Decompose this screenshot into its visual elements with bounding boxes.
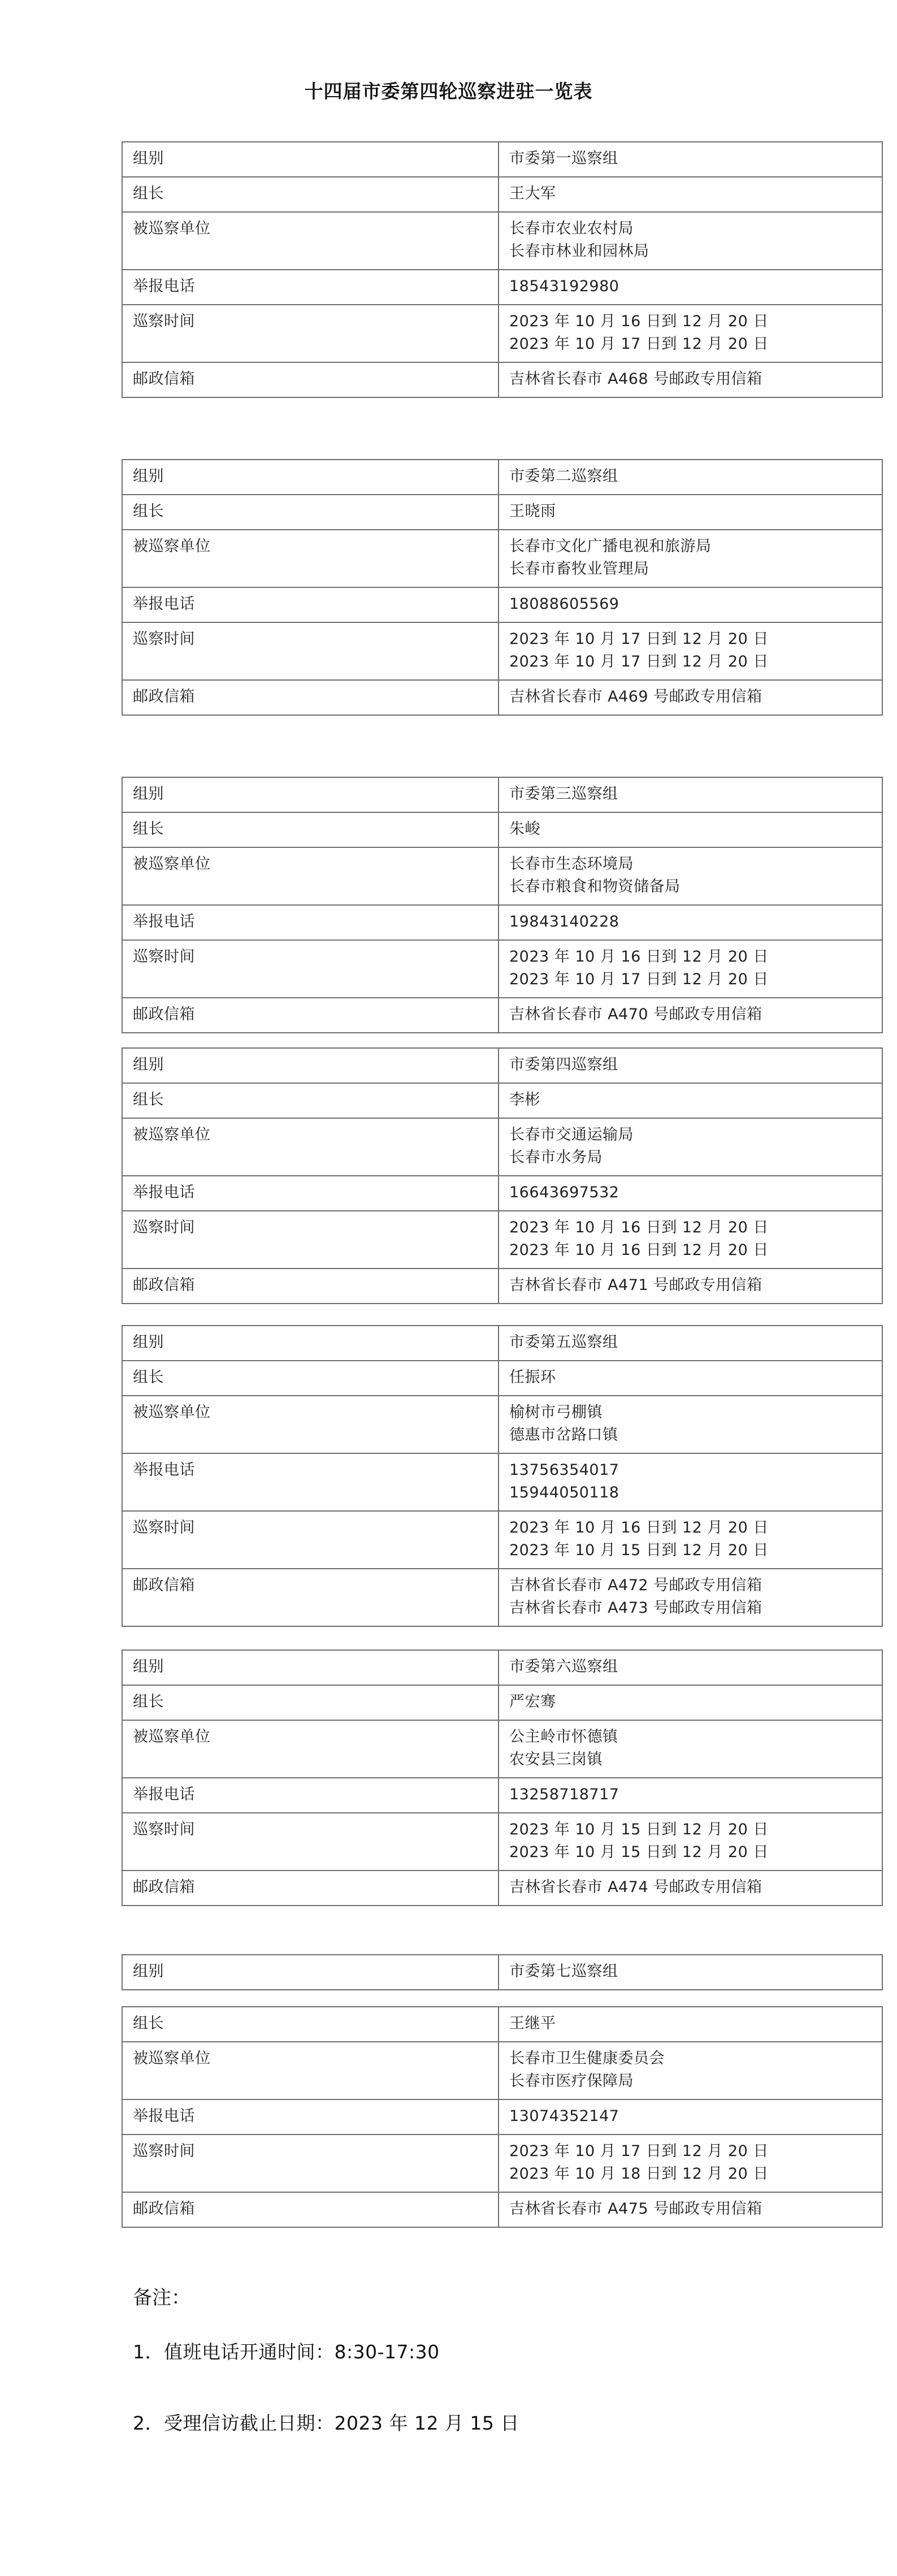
mailbox-value <box>499 362 882 397</box>
phone-label: 举报电话 <box>122 270 499 305</box>
inspection-group-table <box>122 1047 883 1304</box>
period-label: 巡察时间 <box>122 1211 499 1268</box>
table-row <box>122 1871 882 1906</box>
period-value <box>499 2135 882 2192</box>
unit-line: 长春市农业农村局 <box>509 220 634 237</box>
table-row <box>122 1685 882 1720</box>
table-row <box>122 587 882 622</box>
note-item: 1．值班电话开通时间：8:30-17:30 <box>133 2341 440 2363</box>
leader-value: 李彬 <box>499 1083 882 1118</box>
period-value <box>499 1211 882 1268</box>
mailbox-label: 邮政信箱 <box>122 680 499 715</box>
phone-value <box>499 1176 882 1211</box>
group-value: 市委第六巡察组 <box>499 1650 882 1685</box>
table-row <box>122 1396 882 1453</box>
mailbox-value <box>499 680 882 715</box>
period-value <box>499 622 882 680</box>
phone-value <box>499 1453 882 1511</box>
table-row <box>122 1048 882 1083</box>
page-title: 十四届市委第四轮巡察进驻一览表 <box>304 80 593 102</box>
unit-line: 长春市文化广播电视和旅游局 <box>509 538 712 555</box>
period-line: 2023 年 10 月 18 日到 12 月 20 日 <box>509 2165 769 2183</box>
table-row <box>122 1326 882 1361</box>
phone-line: 13074352147 <box>509 2107 619 2125</box>
phone-value <box>499 1778 882 1813</box>
mailbox-line: 吉林省长春市 A474 号邮政专用信箱 <box>509 1878 762 1896</box>
phone-value <box>499 905 882 940</box>
unit-line: 长春市卫生健康委员会 <box>509 2050 665 2067</box>
table-row <box>122 495 882 530</box>
table-row <box>122 1361 882 1396</box>
phone-label: 举报电话 <box>122 1453 499 1511</box>
table-row <box>122 2007 882 2042</box>
phone-label: 举报电话 <box>122 1176 499 1211</box>
group-value: 市委第三巡察组 <box>499 777 882 812</box>
mailbox-value <box>499 1268 882 1304</box>
table-row <box>122 1118 882 1176</box>
mailbox-value <box>499 1569 882 1626</box>
mailbox-label: 邮政信箱 <box>122 1569 499 1626</box>
unit-line: 德惠市岔路口镇 <box>509 1426 618 1444</box>
leader-label: 组长 <box>122 495 499 530</box>
units-label: 被巡察单位 <box>122 847 499 905</box>
units-label: 被巡察单位 <box>122 1396 499 1453</box>
unit-line: 公主岭市怀德镇 <box>509 1728 618 1746</box>
period-label: 巡察时间 <box>122 1813 499 1871</box>
table-row <box>122 362 882 397</box>
table-row <box>122 905 882 940</box>
group-value: 市委第二巡察组 <box>499 460 882 495</box>
units-value <box>499 1720 882 1778</box>
table-row <box>122 305 882 362</box>
table-row <box>122 212 882 270</box>
mailbox-line: 吉林省长春市 A472 号邮政专用信箱 <box>509 1577 762 1594</box>
units-label: 被巡察单位 <box>122 1118 499 1176</box>
unit-line: 长春市粮食和物资储备局 <box>509 878 681 895</box>
table-row <box>122 2135 882 2192</box>
table-row <box>122 1211 882 1268</box>
leader-label: 组长 <box>122 1685 499 1720</box>
leader-value: 任振环 <box>499 1361 882 1396</box>
table-row <box>122 1511 882 1569</box>
phone-line: 13756354017 <box>509 1461 619 1479</box>
period-label: 巡察时间 <box>122 1511 499 1569</box>
group-value: 市委第七巡察组 <box>499 1955 882 1990</box>
period-value <box>499 1813 882 1871</box>
unit-line: 长春市畜牧业管理局 <box>509 560 649 578</box>
mailbox-label: 邮政信箱 <box>122 362 499 397</box>
unit-line: 长春市交通运输局 <box>509 1126 634 1144</box>
units-value <box>499 847 882 905</box>
period-label: 巡察时间 <box>122 940 499 998</box>
mailbox-label: 邮政信箱 <box>122 1871 499 1906</box>
units-value <box>499 530 882 587</box>
group-label: 组别 <box>122 777 499 812</box>
period-value <box>499 305 882 362</box>
mailbox-line: 吉林省长春市 A475 号邮政专用信箱 <box>509 2200 762 2218</box>
phone-value <box>499 2099 882 2135</box>
mailbox-value <box>499 1871 882 1906</box>
table-row <box>122 270 882 305</box>
mailbox-label: 邮政信箱 <box>122 2192 499 2227</box>
phone-label: 举报电话 <box>122 1778 499 1813</box>
mailbox-label: 邮政信箱 <box>122 1268 499 1304</box>
table-row <box>122 2192 882 2227</box>
group-label: 组别 <box>122 1650 499 1685</box>
period-line: 2023 年 10 月 16 日到 12 月 20 日 <box>509 1519 769 1536</box>
mailbox-label: 邮政信箱 <box>122 998 499 1033</box>
units-label: 被巡察单位 <box>122 1720 499 1778</box>
unit-line: 农安县三岗镇 <box>509 1751 603 1768</box>
table-row <box>122 1453 882 1511</box>
period-line: 2023 年 10 月 16 日到 12 月 20 日 <box>509 1219 769 1236</box>
phone-line: 16643697532 <box>509 1184 619 1201</box>
units-value <box>499 2042 882 2099</box>
inspection-group-header-table <box>122 1954 883 1990</box>
table-row <box>122 1268 882 1304</box>
table-row <box>122 2099 882 2135</box>
table-row <box>122 998 882 1033</box>
leader-value: 王大军 <box>499 177 882 212</box>
period-line: 2023 年 10 月 17 日到 12 月 20 日 <box>509 335 769 353</box>
table-row <box>122 1813 882 1871</box>
period-line: 2023 年 10 月 17 日到 12 月 20 日 <box>509 653 769 670</box>
table-row <box>122 177 882 212</box>
table-row <box>122 1778 882 1813</box>
table-row <box>122 1650 882 1685</box>
group-label: 组别 <box>122 1048 499 1083</box>
group-label: 组别 <box>122 460 499 495</box>
group-value: 市委第四巡察组 <box>499 1048 882 1083</box>
period-line: 2023 年 10 月 16 日到 12 月 20 日 <box>509 313 769 330</box>
period-line: 2023 年 10 月 15 日到 12 月 20 日 <box>509 1821 769 1838</box>
table-row <box>122 2042 882 2099</box>
period-label: 巡察时间 <box>122 622 499 680</box>
table-row <box>122 940 882 998</box>
phone-label: 举报电话 <box>122 2099 499 2135</box>
mailbox-line: 吉林省长春市 A469 号邮政专用信箱 <box>509 688 762 705</box>
unit-line: 长春市医疗保障局 <box>509 2072 634 2090</box>
mailbox-value <box>499 998 882 1033</box>
mailbox-line: 吉林省长春市 A468 号邮政专用信箱 <box>509 370 762 388</box>
leader-value: 王晓雨 <box>499 495 882 530</box>
units-label: 被巡察单位 <box>122 212 499 270</box>
period-line: 2023 年 10 月 16 日到 12 月 20 日 <box>509 948 769 966</box>
table-row <box>122 847 882 905</box>
mailbox-line: 吉林省长春市 A471 号邮政专用信箱 <box>509 1276 762 1294</box>
leader-value: 严宏骞 <box>499 1685 882 1720</box>
leader-label: 组长 <box>122 177 499 212</box>
table-row <box>122 1955 882 1990</box>
table-row <box>122 142 882 177</box>
phone-line: 18088605569 <box>509 595 619 613</box>
table-row <box>122 460 882 495</box>
period-label: 巡察时间 <box>122 305 499 362</box>
group-value: 市委第一巡察组 <box>499 142 882 177</box>
inspection-group-table <box>122 1325 883 1627</box>
table-row <box>122 530 882 587</box>
leader-label: 组长 <box>122 812 499 847</box>
note-item: 2．受理信访截止日期：2023 年 12 月 15 日 <box>133 2412 519 2434</box>
period-label: 巡察时间 <box>122 2135 499 2192</box>
inspection-group-table <box>122 2006 883 2228</box>
notes-section <box>133 2284 811 2480</box>
period-line: 2023 年 10 月 16 日到 12 月 20 日 <box>509 1241 769 1259</box>
leader-value: 朱峻 <box>499 812 882 847</box>
group-value: 市委第五巡察组 <box>499 1326 882 1361</box>
period-line: 2023 年 10 月 17 日到 12 月 20 日 <box>509 2142 769 2160</box>
units-label: 被巡察单位 <box>122 2042 499 2099</box>
phone-value <box>499 587 882 622</box>
table-row <box>122 1176 882 1211</box>
leader-label: 组长 <box>122 2007 499 2042</box>
phone-line: 18543192980 <box>509 278 619 295</box>
mailbox-line: 吉林省长春市 A473 号邮政专用信箱 <box>509 1599 762 1617</box>
unit-line: 长春市林业和园林局 <box>509 243 649 260</box>
period-line: 2023 年 10 月 17 日到 12 月 20 日 <box>509 630 769 648</box>
table-row <box>122 812 882 847</box>
period-line: 2023 年 10 月 17 日到 12 月 20 日 <box>509 971 769 988</box>
units-value <box>499 212 882 270</box>
phone-label: 举报电话 <box>122 905 499 940</box>
table-row <box>122 1720 882 1778</box>
period-line: 2023 年 10 月 15 日到 12 月 20 日 <box>509 1542 769 1559</box>
table-row <box>122 680 882 715</box>
inspection-group-table <box>122 1649 883 1906</box>
period-value <box>499 1511 882 1569</box>
group-label: 组别 <box>122 142 499 177</box>
period-line: 2023 年 10 月 15 日到 12 月 20 日 <box>509 1843 769 1861</box>
unit-line: 榆树市弓棚镇 <box>509 1404 603 1421</box>
phone-line: 13258718717 <box>509 1786 619 1803</box>
unit-line: 长春市生态环境局 <box>509 855 634 873</box>
leader-label: 组长 <box>122 1361 499 1396</box>
units-value <box>499 1118 882 1176</box>
phone-line: 15944050118 <box>509 1484 619 1501</box>
notes-heading: 备注： <box>133 2287 190 2309</box>
leader-value: 王继平 <box>499 2007 882 2042</box>
phone-value <box>499 270 882 305</box>
period-value <box>499 940 882 998</box>
group-label: 组别 <box>122 1326 499 1361</box>
mailbox-line: 吉林省长春市 A470 号邮政专用信箱 <box>509 1006 762 1023</box>
table-row <box>122 777 882 812</box>
phone-label: 举报电话 <box>122 587 499 622</box>
mailbox-value <box>499 2192 882 2227</box>
table-row <box>122 622 882 680</box>
inspection-group-table <box>122 141 883 398</box>
unit-line: 长春市水务局 <box>509 1149 603 1166</box>
group-label: 组别 <box>122 1955 499 1990</box>
table-row <box>122 1569 882 1626</box>
units-label: 被巡察单位 <box>122 530 499 587</box>
leader-label: 组长 <box>122 1083 499 1118</box>
units-value <box>499 1396 882 1453</box>
inspection-group-table <box>122 459 883 716</box>
inspection-group-table <box>122 777 883 1033</box>
phone-line: 19843140228 <box>509 913 619 930</box>
table-row <box>122 1083 882 1118</box>
